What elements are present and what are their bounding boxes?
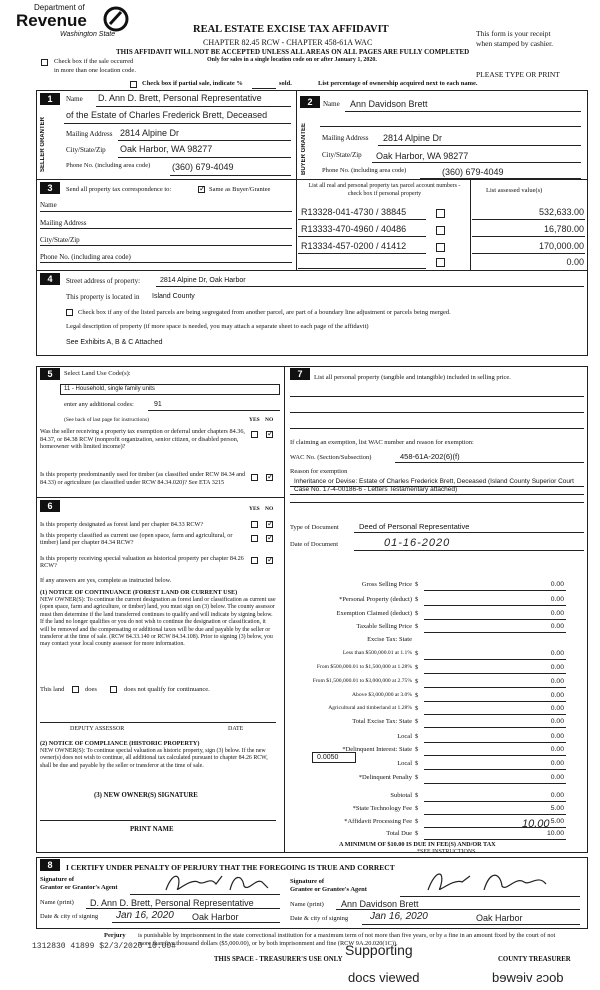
minimum-note: A MINIMUM OF $10.00 IS DUE IN FEE(S) AND/OR TAX xyxy=(339,841,496,848)
current-use-question: Is this property classified as current use (open space, farm and agricultural, or timber) land per chapter 84.34 RCW? xyxy=(40,532,233,546)
section-3-number: 3 xyxy=(40,182,60,194)
calc-line xyxy=(424,659,566,660)
grantee-sign-city[interactable]: Oak Harbor xyxy=(476,913,523,923)
calc-value[interactable]: 0.00 xyxy=(550,650,564,657)
handwritten-total: 10.00 xyxy=(522,818,550,830)
calc-value[interactable]: 0.00 xyxy=(550,581,564,588)
calc-value[interactable]: 0.00 xyxy=(550,705,564,712)
calc-dollar-sign: $ xyxy=(415,623,419,630)
doc-type-line xyxy=(354,532,584,533)
calc-value[interactable]: 0.00 xyxy=(550,692,564,699)
section-6-number: 6 xyxy=(40,500,60,512)
calc-line xyxy=(424,755,566,756)
personal-property-checkbox[interactable] xyxy=(436,209,445,218)
calc-dollar-sign: $ xyxy=(415,692,419,699)
exemption-no-checkbox[interactable] xyxy=(266,431,273,438)
calc-value[interactable]: 0.00 xyxy=(550,718,564,725)
county-treasurer-label: COUNTY TREASURER xyxy=(498,956,571,963)
calc-line xyxy=(424,769,566,770)
not-qualifies-checkbox[interactable] xyxy=(110,686,117,693)
doc-date-label: Date of Document xyxy=(290,541,339,548)
see-instructions: *SEE INSTRUCTIONS xyxy=(417,849,476,855)
s3-send-label: Send all property tax correspondence to: xyxy=(66,186,172,193)
calc-line xyxy=(424,714,566,715)
grantor-sign-date[interactable]: Jan 16, 2020 xyxy=(116,910,174,921)
s2-mail-label: Mailing Address xyxy=(322,134,369,142)
calc-dollar-sign: $ xyxy=(415,805,419,812)
street-line xyxy=(156,286,584,287)
multi-location-checkbox[interactable] xyxy=(41,59,48,66)
calc-line xyxy=(424,742,566,743)
s1-name-label: Name xyxy=(66,95,83,103)
reason-label: Reason for exemption xyxy=(290,468,348,475)
historic-yes-checkbox[interactable] xyxy=(251,557,258,564)
wac-number[interactable]: 458-61A-202(6)(f) xyxy=(400,452,460,461)
dor-logo-icon xyxy=(103,6,131,32)
s3-name-label: Name xyxy=(40,201,57,209)
s2-line xyxy=(320,126,581,127)
exemption-question: Was the seller receiving a property tax exemption or deferral under chapters 84.36, 84.37, or 84.38 RCW (nonprofit organization, senior citizen, or disabled person, homeowner with limited income)? xyxy=(40,428,245,450)
calc-dollar-sign: $ xyxy=(415,830,419,837)
qualifies-checkbox[interactable] xyxy=(72,686,79,693)
section-1-number: 1 xyxy=(40,93,60,105)
calc-line xyxy=(424,632,566,633)
grantee-name-line xyxy=(336,909,580,910)
s3-divider xyxy=(470,179,471,270)
calc-dollar-sign: $ xyxy=(415,678,419,685)
land-use-value: 11 - Household, single family units xyxy=(64,386,155,392)
personal-line xyxy=(290,412,584,413)
historic-question: Is this property receiving special valuation as historical property per chapter 84.26 RCW? xyxy=(40,555,244,569)
additional-codes[interactable]: 91 xyxy=(154,401,162,408)
same-as-buyer-label: Same as Buyer/Grantee xyxy=(209,186,271,193)
personal-property-checkbox[interactable] xyxy=(436,226,445,235)
calc-label: Exemption Claimed (deduct) xyxy=(336,610,412,617)
form-title: REAL ESTATE EXCISE TAX AFFIDAVIT xyxy=(193,24,389,35)
parcel-line xyxy=(298,268,426,269)
historic-no-checkbox[interactable] xyxy=(266,557,273,564)
calc-line xyxy=(424,673,566,674)
section-7-number: 7 xyxy=(290,368,310,380)
current-use-yes-checkbox[interactable] xyxy=(251,535,258,542)
section-5-number: 5 xyxy=(40,368,60,380)
section-2-number: 2 xyxy=(300,96,320,108)
calc-label: *State Technology Fee xyxy=(352,805,412,812)
calc-dollar-sign: $ xyxy=(415,792,419,799)
wac-label: WAC No. (Section/Subsection) xyxy=(290,454,372,461)
same-as-buyer-checkbox[interactable] xyxy=(198,186,205,193)
buyer-mail[interactable]: 2814 Alpine Dr xyxy=(383,133,443,143)
grantee-signature[interactable] xyxy=(420,866,560,896)
calc-line xyxy=(424,687,566,688)
s5-no: NO xyxy=(265,417,274,423)
multi-location-label: Check box if the sale occurred xyxy=(54,58,134,65)
agency-name: Revenue xyxy=(16,11,87,30)
personal-property-checkbox[interactable] xyxy=(436,243,445,252)
perjury-prefix: Perjury xyxy=(104,932,126,939)
s3-line xyxy=(40,245,292,246)
s1-line xyxy=(170,175,291,176)
agency-state: Washington State xyxy=(60,31,116,38)
calc-value[interactable]: 0.00 xyxy=(550,610,564,617)
percent-list-label: List percentage of ownership acquired next to each name. xyxy=(318,80,478,87)
calc-value[interactable]: 0.00 xyxy=(550,596,564,603)
watermark-supporting: Supporting xyxy=(345,942,413,958)
s3-divider xyxy=(296,179,297,270)
wac-line xyxy=(395,462,584,463)
personal-property-label: List all personal property (tangible and intangible) included in selling price. xyxy=(314,374,511,381)
s2-phone-label: Phone No. (including area code) xyxy=(322,167,407,174)
partial-sale-label: Check box if partial sale, indicate % xyxy=(142,80,243,87)
grantor-name-line xyxy=(86,908,280,909)
reason-line xyxy=(290,502,584,503)
seller-mail[interactable]: 2814 Alpine Dr xyxy=(120,128,180,138)
timber-question: Is this property predominantly used for timber (as classified under RCW 84.34 and 84.33) or agriculture (as classified under RCW 84.34.020)? See ETA 3215 xyxy=(40,471,246,486)
calc-label: Gross Selling Price xyxy=(361,581,412,588)
calc-line xyxy=(424,814,566,815)
s3-line xyxy=(40,262,292,263)
s3-city-label: City/State/Zip xyxy=(40,236,80,244)
receipt-note-2: when stamped by cashier. xyxy=(476,39,554,48)
exemption-instruction: If claiming an exemption, list WAC number and reason for exemption: xyxy=(290,439,474,446)
calc-label: Agricultural and timberland at 1.28% xyxy=(328,705,412,711)
notice2-text: NEW OWNER(S): To continue special valuation as historic property, sign (3) below. If the new owner(s) does not wish to continue, all additional tax calculated pursuant to chapter 84.26 RCW, shall be due and payable by the seller or transferor at the time of sale. xyxy=(40,748,268,769)
grantor-print-name[interactable]: D. Ann D. Brett, Personal Representative xyxy=(90,898,254,908)
new-owner-signature-label: (3) NEW OWNER(S) SIGNATURE xyxy=(94,792,198,799)
calc-dollar-sign: $ xyxy=(415,581,419,588)
forest-question: Is this property designated as forest land per chapter 84.33 RCW? xyxy=(40,521,204,528)
assessed-value[interactable]: 532,633.00 xyxy=(538,207,584,217)
street-label: Street address of property: xyxy=(66,277,141,285)
s1-line xyxy=(64,123,291,124)
assessor-date-label: DATE xyxy=(228,726,244,732)
calc-value[interactable]: 0.00 xyxy=(550,746,564,753)
segregated-label: Check box if any of the listed parcels are being segregated from another parcel, are part of a boundary line adjustment or parcels being merged. xyxy=(78,309,451,316)
parcel-number[interactable]: R13328-041-4730 / 38845 xyxy=(301,207,407,217)
s1-city-label: City/State/Zip xyxy=(66,146,106,154)
section-8-number: 8 xyxy=(40,859,60,871)
grantee-name-label: Name (print) xyxy=(290,901,324,908)
multi-location-label-2: in more than one location code. xyxy=(54,67,136,74)
calc-dollar-sign: $ xyxy=(415,650,419,657)
form-subtitle: CHAPTER 82.45 RCW - CHAPTER 458-61A WAC xyxy=(203,38,373,47)
s5-yes: YES xyxy=(249,417,260,423)
s2-line xyxy=(372,162,581,163)
calc-dollar-sign: $ xyxy=(415,746,419,753)
parcel-header: List all real and personal property tax parcel account numbers - check box if personal property xyxy=(308,183,461,197)
additional-line xyxy=(148,410,280,411)
doc-type-label: Type of Document xyxy=(290,524,339,531)
calc-label: Total Excise Tax: State xyxy=(352,718,412,725)
certify-statement: I CERTIFY UNDER PENALTY OF PERJURY THAT THE FOREGOING IS TRUE AND CORRECT xyxy=(66,863,395,872)
parcel-line xyxy=(298,219,426,220)
grantor-sig-label: Signature of xyxy=(40,876,75,883)
watermark-docs-viewed: docs viewed xyxy=(348,970,420,985)
does-label: does xyxy=(85,686,97,693)
notice1-text: NEW OWNER(S): To continue the current designation as forest land or classification as current use (open space, farm and agriculture, or timber) land, you must sign on (3) below. The county assessor must then determine if the land transferred continues to qualify and will indicate by signing below. If the land no longer qualifies or you do not wish to continue the designation or classification, it will be removed and the compensating or additional taxes will be due and payable by the seller or transferor at the time of sale. (RCW 84.33.140 or RCW 84.34.108). Prior to signing (3) below, you may contact your local county assessor for more information. xyxy=(40,597,276,648)
type-or-print: PLEASE TYPE OR PRINT xyxy=(476,70,560,79)
this-land-label: This land xyxy=(40,686,65,693)
upper-frame xyxy=(36,90,588,356)
grantor-date-line xyxy=(112,922,280,923)
calc-line xyxy=(424,590,566,591)
calc-line xyxy=(424,701,566,702)
watermark-mirrored: docs viewed xyxy=(492,970,564,985)
local-rate: 0.0050 xyxy=(317,754,339,761)
partial-percent-line xyxy=(252,88,276,89)
s1-mail-label: Mailing Address xyxy=(66,130,113,138)
calc-dollar-sign: $ xyxy=(415,733,419,740)
assessed-line xyxy=(472,236,585,237)
grantee-date-label: Date & city of signing xyxy=(290,915,349,922)
s2-bottom-rule xyxy=(36,179,588,180)
personal-line xyxy=(290,428,584,429)
doc-type[interactable]: Deed of Personal Representative xyxy=(359,522,470,531)
calc-label: *Affidavit Processing Fee xyxy=(344,818,412,825)
s3-line xyxy=(40,211,292,212)
grantee-sig-label-2: Grantee or Grantee's Agent xyxy=(290,886,367,893)
s1-line xyxy=(118,140,291,141)
reason-line xyxy=(290,494,584,495)
calc-dollar-sign: $ xyxy=(415,774,419,781)
grantee-date-line xyxy=(362,924,580,925)
s2-line xyxy=(345,111,581,112)
forest-yes-checkbox[interactable] xyxy=(251,521,258,528)
assessed-line xyxy=(472,253,585,254)
treasurer-space-label: THIS SPACE - TREASURER'S USE ONLY xyxy=(214,956,343,963)
calc-value[interactable]: 0.00 xyxy=(550,733,564,740)
s2-name-label: Name xyxy=(323,100,340,108)
seller-name-2[interactable]: of the Estate of Charles Frederick Brett, Deceased xyxy=(66,110,268,120)
calc-dollar-sign: $ xyxy=(415,596,419,603)
grantor-sig-label-2: Grantor or Grantor's Agent xyxy=(40,884,118,891)
s3-phone-label: Phone No. (including area code) xyxy=(40,253,131,261)
deputy-assessor-label: DEPUTY ASSESSOR xyxy=(70,726,125,732)
parcel-line xyxy=(298,236,426,237)
calc-value[interactable]: 5.00 xyxy=(550,805,564,812)
calc-dollar-sign: $ xyxy=(415,664,419,671)
grantee-sig-line xyxy=(400,896,580,897)
legal-label: Legal description of property (if more space is needed, you may attach a separate sheet to each page of the affidavit) xyxy=(66,323,369,330)
parcel-number[interactable]: R13334-457-0200 / 41412 xyxy=(301,241,407,251)
seller-phone[interactable]: (360) 679-4049 xyxy=(172,162,234,172)
calc-value[interactable]: 0.00 xyxy=(550,623,564,630)
s2-line xyxy=(378,145,581,146)
calc-dollar-sign: $ xyxy=(415,818,419,825)
buyer-city[interactable]: Oak Harbor, WA 98277 xyxy=(376,151,469,161)
s1-line xyxy=(96,106,291,107)
calc-label: Local xyxy=(397,733,412,740)
assessed-line xyxy=(472,219,585,220)
s3-bottom-rule xyxy=(36,270,588,271)
grantor-sig-line xyxy=(130,894,280,895)
calc-label: *Delinquent Penalty xyxy=(358,774,412,781)
calc-line xyxy=(424,605,566,606)
property-street[interactable]: 2814 Alpine Dr, Oak Harbor xyxy=(160,277,246,284)
section-4-number: 4 xyxy=(40,273,60,285)
timber-no-checkbox[interactable] xyxy=(266,474,273,481)
current-use-no-checkbox[interactable] xyxy=(266,535,273,542)
center-divider xyxy=(284,366,285,853)
notice1-title: (1) NOTICE OF CONTINUANCE (FOREST LAND OR CURRENT USE) xyxy=(40,589,238,596)
calc-label: From $500,000.01 to $1,500,000 at 1.28% xyxy=(316,664,412,670)
calc-label: Excise Tax: State xyxy=(367,636,412,643)
calc-line xyxy=(424,801,566,802)
calc-label: From $1,500,000.01 to $3,000,000 at 2.75% xyxy=(312,678,412,684)
doc-date[interactable]: 01-16-2020 xyxy=(384,537,451,549)
forest-no-checkbox[interactable] xyxy=(266,521,273,528)
calc-dollar-sign: $ xyxy=(415,760,419,767)
personal-line xyxy=(290,396,584,397)
notice2-title: (2) NOTICE OF COMPLIANCE (HISTORIC PROPERTY) xyxy=(40,740,200,747)
assessor-sig-line xyxy=(40,722,276,723)
s1-s2-divider xyxy=(296,90,297,179)
calc-value[interactable]: 0.00 xyxy=(550,678,564,685)
calc-label: Above $3,000,000 at 3.0% xyxy=(352,692,412,698)
partial-sold-label: sold. xyxy=(279,80,292,87)
calc-label: Less than $500,000.01 at 1.1% xyxy=(342,650,412,656)
calc-value[interactable]: 5.00 xyxy=(550,818,564,825)
land-use-select[interactable] xyxy=(60,384,280,395)
calc-line xyxy=(424,727,566,728)
grantee-print-name[interactable]: Ann Davidson Brett xyxy=(341,899,419,909)
seller-name[interactable]: D. Ann D. Brett, Personal Representative xyxy=(98,93,262,103)
parcel-number[interactable]: R13333-470-4960 / 40486 xyxy=(301,224,407,234)
form-only-sales: Only for sales in a single location code on or after January 1, 2020. xyxy=(207,57,377,63)
doc-date-line xyxy=(354,550,584,551)
s2-line xyxy=(420,178,581,179)
calc-value[interactable]: 0.00 xyxy=(550,774,564,781)
calc-dollar-sign: $ xyxy=(415,610,419,617)
calc-value[interactable]: 0.00 xyxy=(550,792,564,799)
s3-mail-label: Mailing Address xyxy=(40,219,87,227)
owner-sig-line xyxy=(40,820,276,821)
recording-stamp: 1312830 41899 $2/3/2020 10.00# xyxy=(32,942,177,951)
grantee-sig-label: Signature of xyxy=(290,878,325,885)
s5-bottom-rule xyxy=(36,497,284,498)
partial-sale-checkbox[interactable] xyxy=(130,81,137,88)
property-county[interactable]: Island County xyxy=(152,293,195,300)
reason-line xyxy=(290,486,584,487)
local-rate-box[interactable] xyxy=(312,752,356,763)
calc-dollar-sign: $ xyxy=(415,718,419,725)
assessed-value[interactable]: 170,000.00 xyxy=(538,241,584,251)
parcel-line xyxy=(298,253,426,254)
calc-line xyxy=(424,783,566,784)
perjury-statement: is punishable by imprisonment in the state correctional institution for a maximum term of not more than five years, or by a fine in an amount fixed by the court of not more than five thousand dollars ($5,000.00), or by both imprisonment and fine (RCW 9A.20.020(1C)). xyxy=(138,932,556,947)
s3-line xyxy=(40,228,292,229)
grantor-sign-city[interactable]: Oak Harbor xyxy=(192,912,239,922)
exemption-reason[interactable]: Inheritance or Devise: Estate of Charles Frederick Brett, Deceased (Island County Superior Court Case No. 17-4-00186-6 - Letters Testamentary attached) xyxy=(294,478,574,493)
s6-no: NO xyxy=(265,506,274,512)
personal-property-checkbox[interactable] xyxy=(436,258,445,267)
buyer-name[interactable]: Ann Davidson Brett xyxy=(350,99,428,109)
segregated-checkbox[interactable] xyxy=(66,309,73,316)
seller-side-label: SELLER GRANTER xyxy=(40,116,46,172)
calc-value[interactable]: 10.00 xyxy=(546,830,564,837)
timber-yes-checkbox[interactable] xyxy=(251,474,258,481)
calc-dollar-sign: $ xyxy=(415,705,419,712)
if-yes-note: If any answers are yes, complete as instructed below. xyxy=(40,577,172,584)
print-name-label: PRINT NAME xyxy=(130,826,174,833)
receipt-note: This form is your receipt xyxy=(476,29,551,38)
seller-city[interactable]: Oak Harbor, WA 98277 xyxy=(120,144,213,154)
calc-label: *Personal Property (deduct) xyxy=(339,596,412,603)
buyer-phone[interactable]: (360) 679-4049 xyxy=(442,167,504,177)
calc-label: Total Due xyxy=(386,830,412,837)
exemption-yes-checkbox[interactable] xyxy=(251,431,258,438)
calc-label: Subtotal xyxy=(390,792,412,799)
calc-label: Taxable Selling Price xyxy=(356,623,412,630)
grantor-date-label: Date & city of signing xyxy=(40,913,99,920)
assessed-value[interactable]: 0.00 xyxy=(566,257,584,267)
additional-codes-label: enter any additional codes: xyxy=(64,401,134,408)
calc-line xyxy=(424,619,566,620)
buyer-side-label: BUYER GRANTEE xyxy=(301,122,307,175)
s6-yes: YES xyxy=(249,506,260,512)
grantee-sign-date[interactable]: Jan 16, 2020 xyxy=(370,911,428,922)
s2-city-label: City/State/Zip xyxy=(322,151,362,159)
agency-dept: Department of xyxy=(34,3,85,12)
calc-label: Local xyxy=(397,760,412,767)
assessed-value[interactable]: 16,780.00 xyxy=(543,224,584,234)
located-label: This property is located in xyxy=(66,293,140,301)
assessed-header: List assessed value(s) xyxy=(486,187,543,194)
does-not-label: does not qualify for continuance. xyxy=(124,686,210,693)
calc-value[interactable]: 0.00 xyxy=(550,760,564,767)
grantor-signature[interactable] xyxy=(160,868,280,896)
form-warning: THIS AFFIDAVIT WILL NOT BE ACCEPTED UNLESS ALL AREAS ON ALL PAGES ARE FULLY COMPLETED xyxy=(116,48,470,56)
land-use-label: Select Land Use Code(s): xyxy=(64,370,131,377)
calc-value[interactable]: 0.00 xyxy=(550,664,564,671)
s1-phone-label: Phone No. (including area code) xyxy=(66,162,151,169)
grantor-name-label: Name (print) xyxy=(40,899,74,906)
calc-label: *Delinquent Interest: State xyxy=(342,746,412,753)
calc-line xyxy=(424,839,566,840)
see-back: (See back of last page for instructions) xyxy=(64,417,149,423)
s1-line xyxy=(118,157,291,158)
legal-description[interactable]: See Exhibits A, B & C Attached xyxy=(66,339,163,346)
